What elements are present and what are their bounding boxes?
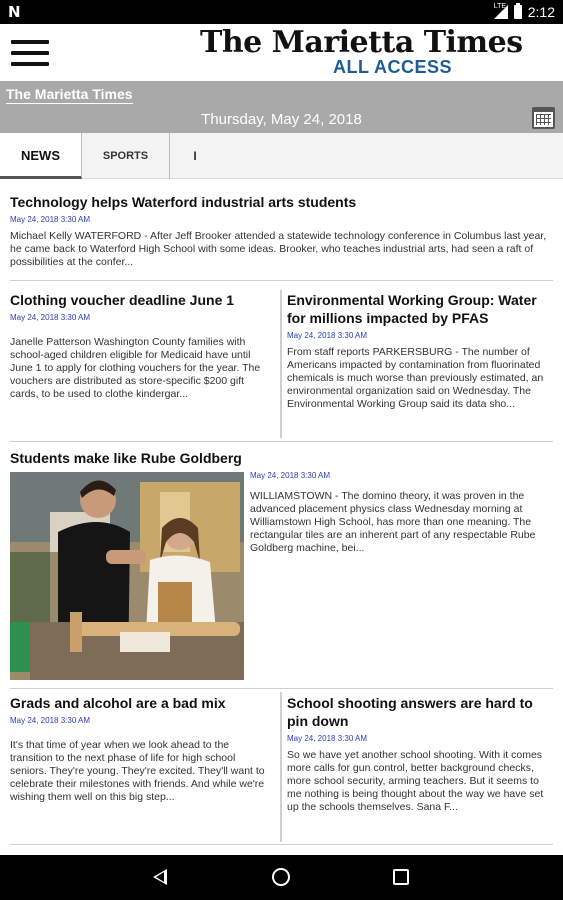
tab-news[interactable]: NEWS (0, 133, 82, 179)
section-tabs (0, 133, 563, 179)
article-headline[interactable]: Technology helps Waterford industrial arts students (10, 194, 357, 210)
calendar-icon[interactable] (532, 107, 555, 129)
article-date: May 24, 2018 3:30 AM (10, 215, 91, 224)
article-card[interactable] (287, 291, 552, 411)
tab-sports[interactable]: SPORTS (82, 133, 170, 179)
article-headline[interactable]: Students make like Rube Goldberg (10, 450, 242, 466)
column-divider (280, 290, 282, 438)
masthead-subtitle: ALL ACCESS (332, 57, 452, 77)
article-card[interactable] (10, 449, 550, 467)
divider (10, 441, 553, 442)
site-link[interactable]: The Marietta Times (6, 86, 133, 102)
date-bar (0, 81, 563, 133)
menu-icon[interactable] (11, 40, 49, 66)
masthead-logo (200, 25, 523, 77)
article-date: May 24, 2018 3:30 AM (10, 716, 91, 725)
recent-apps-icon[interactable] (393, 869, 409, 885)
masthead-title: The Marietta Times (200, 25, 523, 60)
cell-signal-icon (494, 5, 508, 19)
article-card[interactable] (250, 471, 550, 555)
article-excerpt: Janelle Patterson Washington County families with school-aged children eligible for Medicaid have until June 1 to apply for clothing vouchers for the year. The vouchers are distributed as store-specific $200 gift cards, to be used to clothe kindergar... (10, 336, 261, 400)
clock: 2:12 (527, 4, 555, 20)
network-type: LTE (493, 3, 507, 10)
article-excerpt: WILLIAMSTOWN - The domino theory, it was proven in the advanced placement physics class Wednesday morning at Williamstown High School, has more than one meaning. The rectangular tiles are an inherent part of any respectable Rube Goldberg machine, bei... (250, 490, 536, 554)
article-card[interactable] (287, 694, 552, 814)
divider (10, 688, 553, 689)
calendar-grid (536, 114, 551, 125)
notification-n-icon: N (8, 3, 21, 21)
back-icon[interactable] (153, 869, 167, 885)
article-date: May 24, 2018 3:30 AM (250, 471, 331, 480)
article-card[interactable] (10, 193, 550, 269)
home-icon[interactable] (272, 868, 290, 886)
status-bar (0, 0, 563, 24)
article-date: May 24, 2018 3:30 AM (287, 331, 368, 340)
article-excerpt: So we have yet another school shooting. With it comes more calls for gun control, better background checks, more school security, arming teachers. But it seems to me nothing is being thought about the way we have set up the schools themselves. Sana F... (287, 749, 544, 813)
divider (10, 280, 553, 281)
article-excerpt: It's that time of year when we look ahead to the transition to the next phase of life for high school seniors. They're young. They're excited. They'll want to celebrate their milestones with friends. And while we're wishing them well on this big step... (10, 739, 265, 803)
system-nav-bar (0, 855, 563, 900)
article-photo-image (10, 472, 244, 680)
article-headline[interactable]: Clothing voucher deadline June 1 (10, 292, 235, 308)
article-excerpt: Michael Kelly WATERFORD - After Jeff Brooker attended a statewide technology conference in Columbus last year, he came back to Waterford High School with some ideas. Brooker, who teaches industrial arts, had seen a raft of possibilities at the confer... (10, 230, 547, 268)
status-icons (494, 3, 555, 21)
article-card[interactable] (10, 291, 272, 401)
tab-more[interactable]: I (193, 149, 197, 163)
article-date: May 24, 2018 3:30 AM (10, 313, 91, 322)
article-photo[interactable] (10, 472, 244, 680)
article-headline[interactable]: Grads and alcohol are a bad mix (10, 695, 226, 711)
battery-icon (514, 5, 522, 19)
article-headline[interactable]: School shooting answers are hard to pin down (287, 695, 533, 729)
app-header (0, 24, 563, 81)
column-divider (280, 692, 282, 842)
article-card[interactable] (10, 694, 272, 804)
article-excerpt: From staff reports PARKERSBURG - The number of Americans impacted by contamination from fluorinated chemicals is much worse than previously estimated, an environmental organization said on Wednesday. The Environmental Working Group said its data sho... (287, 346, 544, 410)
edition-date: Thursday, May 24, 2018 (201, 111, 362, 128)
article-date: May 24, 2018 3:30 AM (287, 734, 368, 743)
menu-icon-line (11, 51, 49, 55)
menu-icon-line (11, 62, 49, 66)
menu-icon-line (11, 40, 49, 44)
divider (10, 844, 553, 845)
article-headline[interactable]: Environmental Working Group: Water for millions impacted by PFAS (287, 292, 537, 326)
